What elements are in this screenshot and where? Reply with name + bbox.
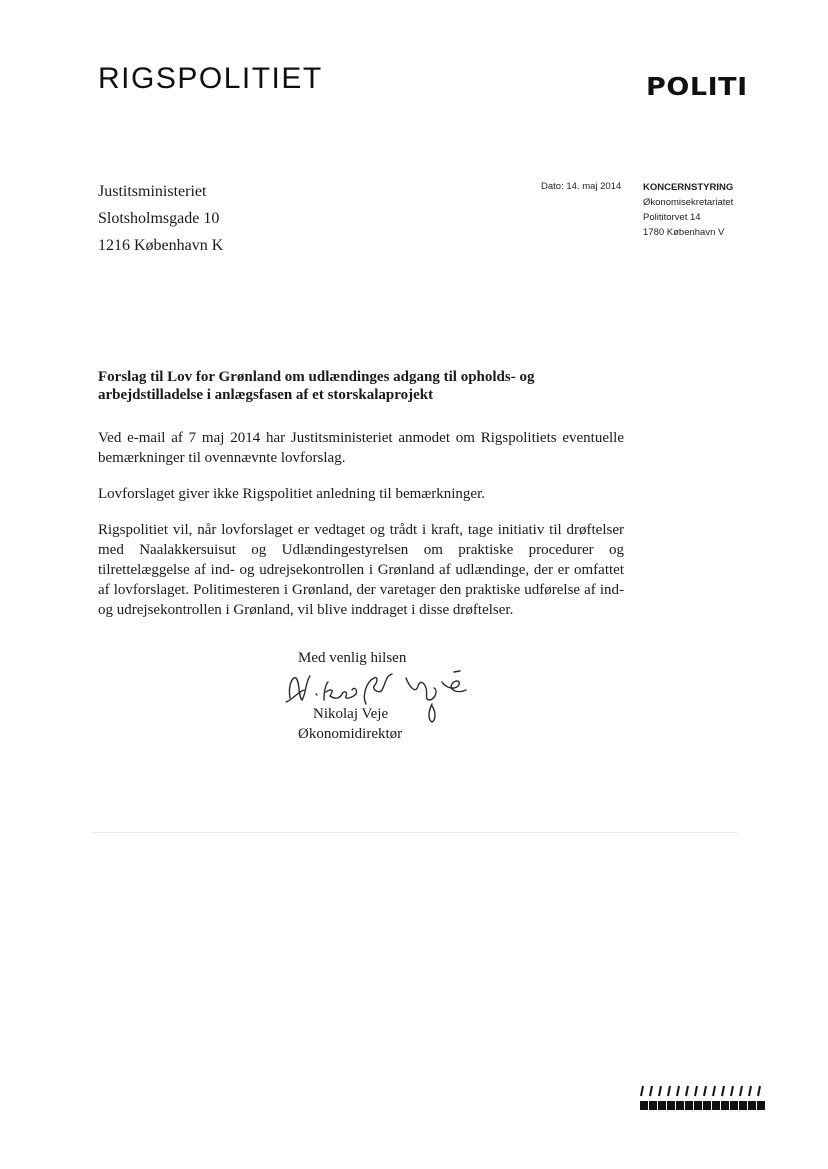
recipient-address [98, 178, 223, 259]
sender-department: KONCERNSTYRING [643, 182, 734, 193]
politi-logo: POLITI [646, 72, 748, 101]
letter-date: Dato: 14. maj 2014 [541, 181, 622, 192]
signer-name: Nikolaj Veje [313, 706, 389, 722]
body-paragraph-3: Rigspolitiet vil, når lovforslaget er vedtaget og trådt i kraft, tage initiativ til drøftelser med Naalakkersuisut og Udlændingestyrelsen om praktiske procedurer og tilrettelæggelse af ind- og udrejsekontrollen i Grønland af udlændinge, der er omfattet af lovforslaget. Politimesteren i Grønland, der varetager den praktiske udførelse af ind- og udrejsekontrollen i Grønland, vil blive inddraget i disse drøftelser. [98, 522, 624, 618]
recipient-city: 1216 København K [98, 237, 224, 254]
organization-name: RIGSPOLITIET [98, 62, 323, 95]
recipient-name: Justitsministeriet [98, 183, 207, 200]
body-paragraph-1: Ved e-mail af 7 maj 2014 har Justitsministeriet anmodet om Rigspolitiets eventuelle bemærkninger til ovennævnte lovforslag. [98, 430, 624, 466]
letter-subject: Forslag til Lov for Grønland om udlændinges adgang til opholds- og arbejdstilladelse i anlægsfasen af et storskalaprojekt [98, 369, 535, 403]
body-paragraph-2: Lovforslaget giver ikke Rigspolitiet anledning til bemærkninger. [98, 486, 486, 502]
sender-city: 1780 København V [643, 227, 725, 238]
recipient-street: Slotsholmsgade 10 [98, 210, 220, 227]
sender-street: Polititorvet 14 [643, 212, 701, 223]
sender-unit: Økonomisekretariatet [643, 197, 734, 208]
footer-stripe-mark [637, 1084, 767, 1116]
page-divider [90, 832, 738, 833]
closing-greeting: Med venlig hilsen [298, 650, 407, 666]
signer-title: Økonomidirektør [298, 726, 403, 742]
sender-address [643, 180, 733, 240]
